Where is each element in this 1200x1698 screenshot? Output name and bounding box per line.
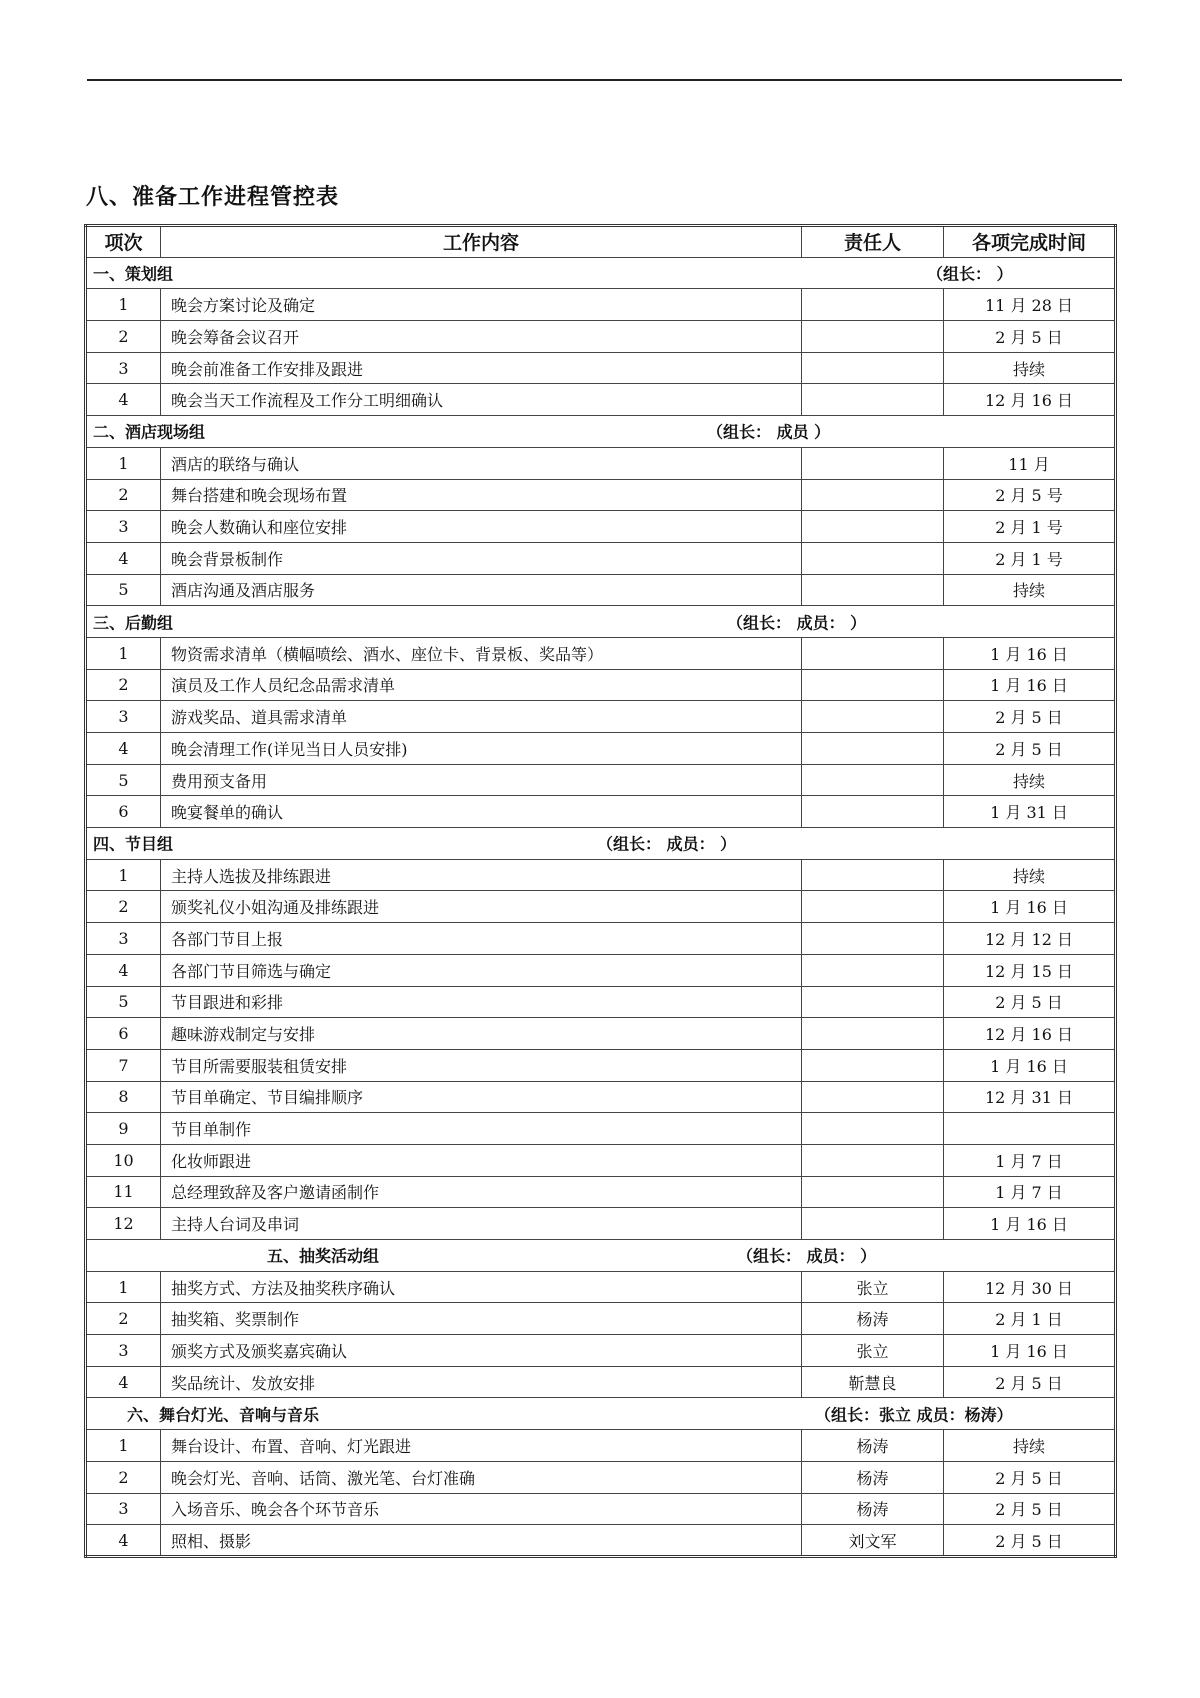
group-members: （组长： 成员： ）: [737, 1246, 877, 1266]
task-content: 抽奖方式、方法及抽奖秩序确认: [161, 1271, 802, 1303]
table-row: [86, 733, 1116, 765]
completion-time: 1 月 31 日: [944, 796, 1116, 828]
item-number: 11: [86, 1176, 161, 1208]
task-content: 各部门节目筛选与确定: [161, 954, 802, 986]
item-number: 9: [86, 1113, 161, 1145]
completion-time: 2 月 1 日: [944, 1303, 1116, 1335]
item-number: 2: [86, 321, 161, 353]
responsible-person: [802, 986, 944, 1018]
completion-time: 2 月 1 号: [944, 542, 1116, 574]
item-number: 3: [86, 352, 161, 384]
task-content: 入场音乐、晚会各个环节音乐: [161, 1493, 802, 1525]
group-name: 一、策划组: [93, 264, 174, 284]
task-content: 晚会筹备会议召开: [161, 321, 802, 353]
responsible-person: [802, 669, 944, 701]
responsible-person: [802, 1176, 944, 1208]
table-row: [86, 574, 1116, 606]
table-header-row: [86, 226, 1116, 258]
item-number: 5: [86, 764, 161, 796]
table-row: [86, 384, 1116, 416]
table-row: [86, 637, 1116, 669]
task-content: 晚会前准备工作安排及跟进: [161, 352, 802, 384]
responsible-person: [802, 637, 944, 669]
item-number: 1: [86, 289, 161, 321]
table-row: [86, 1366, 1116, 1398]
table-row: [86, 1430, 1116, 1462]
item-number: 1: [86, 1271, 161, 1303]
task-content: 照相、摄影: [161, 1525, 802, 1557]
task-content: 总经理致辞及客户邀请函制作: [161, 1176, 802, 1208]
item-number: 6: [86, 796, 161, 828]
responsible-person: 刘文军: [802, 1525, 944, 1557]
group-members: （组长： 成员： ）: [727, 613, 867, 633]
group-header: [86, 1240, 1116, 1272]
task-content: 晚会当天工作流程及工作分工明细确认: [161, 384, 802, 416]
task-content: 物资需求清单（横幅喷绘、酒水、座位卡、背景板、奖品等）: [161, 637, 802, 669]
table-row: [86, 1144, 1116, 1176]
task-content: 晚会方案讨论及确定: [161, 289, 802, 321]
completion-time: [944, 1113, 1116, 1145]
completion-time: 2 月 1 号: [944, 511, 1116, 543]
header-owner: 责任人: [802, 226, 944, 258]
task-content: 舞台设计、布置、音响、灯光跟进: [161, 1430, 802, 1462]
group-name: 四、节目组: [93, 834, 174, 854]
table-row: [86, 1493, 1116, 1525]
responsible-person: [802, 796, 944, 828]
group-header: [86, 1398, 1116, 1430]
task-content: 晚会灯光、音响、话筒、激光笔、台灯准确: [161, 1461, 802, 1493]
item-number: 1: [86, 447, 161, 479]
item-number: 3: [86, 1493, 161, 1525]
responsible-person: [802, 289, 944, 321]
completion-time: 持续: [944, 352, 1116, 384]
item-number: 2: [86, 669, 161, 701]
responsible-person: [802, 1113, 944, 1145]
responsible-person: [802, 447, 944, 479]
completion-time: 2 月 5 日: [944, 986, 1116, 1018]
completion-time: 持续: [944, 1430, 1116, 1462]
item-number: 4: [86, 542, 161, 574]
responsible-person: 张立: [802, 1335, 944, 1367]
item-number: 7: [86, 1049, 161, 1081]
group-members: （组长： 成员 ）: [707, 422, 831, 442]
table-row: [86, 1335, 1116, 1367]
completion-time: 2 月 5 日: [944, 1461, 1116, 1493]
table-row: [86, 447, 1116, 479]
responsible-person: [802, 1144, 944, 1176]
completion-time: 2 月 5 号: [944, 479, 1116, 511]
item-number: 10: [86, 1144, 161, 1176]
responsible-person: [802, 352, 944, 384]
group-name: 三、后勤组: [93, 613, 174, 633]
responsible-person: [802, 1018, 944, 1050]
table-row: [86, 1113, 1116, 1145]
item-number: 5: [86, 986, 161, 1018]
task-content: 节目单制作: [161, 1113, 802, 1145]
task-content: 各部门节目上报: [161, 923, 802, 955]
item-number: 3: [86, 1335, 161, 1367]
item-number: 4: [86, 733, 161, 765]
item-number: 8: [86, 1081, 161, 1113]
responsible-person: [802, 1049, 944, 1081]
table-row: [86, 891, 1116, 923]
task-content: 晚会人数确认和座位安排: [161, 511, 802, 543]
task-content: 节目单确定、节目编排顺序: [161, 1081, 802, 1113]
responsible-person: 杨涛: [802, 1493, 944, 1525]
item-number: 3: [86, 511, 161, 543]
item-number: 2: [86, 1461, 161, 1493]
item-number: 1: [86, 859, 161, 891]
completion-time: 1 月 16 日: [944, 1335, 1116, 1367]
completion-time: 2 月 5 日: [944, 321, 1116, 353]
table-row: [86, 954, 1116, 986]
task-content: 颁奖方式及颁奖嘉宾确认: [161, 1335, 802, 1367]
table-row: [86, 1049, 1116, 1081]
group-name: 六、舞台灯光、音响与音乐: [127, 1405, 320, 1425]
task-content: 酒店的联络与确认: [161, 447, 802, 479]
table-row: [86, 701, 1116, 733]
completion-time: 1 月 16 日: [944, 669, 1116, 701]
task-content: 奖品统计、发放安排: [161, 1366, 802, 1398]
group-members: （组长： ）: [927, 264, 1013, 284]
completion-time: 12 月 12 日: [944, 923, 1116, 955]
completion-time: 1 月 7 日: [944, 1176, 1116, 1208]
completion-time: 12 月 15 日: [944, 954, 1116, 986]
group-header-row: [86, 1398, 1116, 1430]
completion-time: 持续: [944, 859, 1116, 891]
task-content: 颁奖礼仪小姐沟通及排练跟进: [161, 891, 802, 923]
table-row: [86, 1081, 1116, 1113]
header-rule: [87, 79, 1122, 81]
group-name: 二、酒店现场组: [93, 422, 206, 442]
responsible-person: 靳慧良: [802, 1366, 944, 1398]
responsible-person: [802, 764, 944, 796]
table-row: [86, 352, 1116, 384]
completion-time: 1 月 16 日: [944, 891, 1116, 923]
completion-time: 12 月 31 日: [944, 1081, 1116, 1113]
task-content: 趣味游戏制定与安排: [161, 1018, 802, 1050]
group-header: [86, 416, 1116, 448]
item-number: 4: [86, 1525, 161, 1557]
completion-time: 12 月 16 日: [944, 384, 1116, 416]
completion-time: 12 月 30 日: [944, 1271, 1116, 1303]
table-row: [86, 542, 1116, 574]
group-header-row: [86, 416, 1116, 448]
item-number: 4: [86, 384, 161, 416]
group-header: [86, 828, 1116, 860]
item-number: 4: [86, 954, 161, 986]
table-row: [86, 1271, 1116, 1303]
responsible-person: [802, 1081, 944, 1113]
completion-time: 1 月 16 日: [944, 1049, 1116, 1081]
completion-time: 2 月 5 日: [944, 733, 1116, 765]
group-header: [86, 606, 1116, 638]
item-number: 12: [86, 1208, 161, 1240]
group-header: [86, 257, 1116, 289]
table-row: [86, 289, 1116, 321]
item-number: 2: [86, 891, 161, 923]
responsible-person: [802, 384, 944, 416]
responsible-person: [802, 954, 944, 986]
page-title: 八、准备工作进程管控表: [86, 184, 340, 210]
completion-time: 12 月 16 日: [944, 1018, 1116, 1050]
table-row: [86, 796, 1116, 828]
table-row: [86, 1303, 1116, 1335]
responsible-person: [802, 701, 944, 733]
completion-time: 持续: [944, 764, 1116, 796]
table-row: [86, 986, 1116, 1018]
completion-time: 2 月 5 日: [944, 1366, 1116, 1398]
completion-time: 11 月: [944, 447, 1116, 479]
task-content: 化妆师跟进: [161, 1144, 802, 1176]
table-row: [86, 1461, 1116, 1493]
table-row: [86, 1208, 1116, 1240]
table-row: [86, 511, 1116, 543]
group-header-row: [86, 1240, 1116, 1272]
task-content: 节目跟进和彩排: [161, 986, 802, 1018]
completion-time: 2 月 5 日: [944, 1493, 1116, 1525]
group-header-row: [86, 606, 1116, 638]
item-number: 5: [86, 574, 161, 606]
item-number: 6: [86, 1018, 161, 1050]
header-item-no: 项次: [86, 226, 161, 258]
responsible-person: [802, 479, 944, 511]
group-members: （组长：张立 成员：杨涛）: [815, 1405, 1013, 1425]
table-row: [86, 1525, 1116, 1557]
task-content: 费用预支备用: [161, 764, 802, 796]
responsible-person: [802, 891, 944, 923]
completion-time: 11 月 28 日: [944, 289, 1116, 321]
task-content: 晚会清理工作(详见当日人员安排): [161, 733, 802, 765]
task-content: 酒店沟通及酒店服务: [161, 574, 802, 606]
responsible-person: [802, 321, 944, 353]
table-row: [86, 321, 1116, 353]
table-row: [86, 923, 1116, 955]
table-row: [86, 859, 1116, 891]
responsible-person: [802, 511, 944, 543]
responsible-person: 杨涛: [802, 1430, 944, 1462]
responsible-person: [802, 859, 944, 891]
item-number: 3: [86, 923, 161, 955]
progress-control-table: [84, 224, 1117, 1558]
responsible-person: 杨涛: [802, 1461, 944, 1493]
item-number: 2: [86, 479, 161, 511]
group-name: 五、抽奖活动组: [267, 1246, 380, 1266]
table-row: [86, 764, 1116, 796]
task-content: 游戏奖品、道具需求清单: [161, 701, 802, 733]
header-due: 各项完成时间: [944, 226, 1116, 258]
table-row: [86, 479, 1116, 511]
completion-time: 1 月 16 日: [944, 637, 1116, 669]
responsible-person: [802, 1208, 944, 1240]
task-content: 演员及工作人员纪念品需求清单: [161, 669, 802, 701]
responsible-person: [802, 574, 944, 606]
item-number: 1: [86, 637, 161, 669]
responsible-person: [802, 923, 944, 955]
responsible-person: 张立: [802, 1271, 944, 1303]
header-task: 工作内容: [161, 226, 802, 258]
completion-time: 1 月 7 日: [944, 1144, 1116, 1176]
task-content: 主持人选拔及排练跟进: [161, 859, 802, 891]
responsible-person: [802, 542, 944, 574]
completion-time: 2 月 5 日: [944, 701, 1116, 733]
item-number: 1: [86, 1430, 161, 1462]
task-content: 抽奖箱、奖票制作: [161, 1303, 802, 1335]
task-content: 节目所需要服装租赁安排: [161, 1049, 802, 1081]
task-content: 舞台搭建和晚会现场布置: [161, 479, 802, 511]
completion-time: 2 月 5 日: [944, 1525, 1116, 1557]
responsible-person: 杨涛: [802, 1303, 944, 1335]
table-row: [86, 1018, 1116, 1050]
item-number: 3: [86, 701, 161, 733]
table-row: [86, 1176, 1116, 1208]
group-header-row: [86, 257, 1116, 289]
group-members: （组长： 成员： ）: [597, 834, 737, 854]
task-content: 晚会背景板制作: [161, 542, 802, 574]
completion-time: 1 月 16 日: [944, 1208, 1116, 1240]
item-number: 2: [86, 1303, 161, 1335]
table-row: [86, 669, 1116, 701]
completion-time: 持续: [944, 574, 1116, 606]
task-content: 晚宴餐单的确认: [161, 796, 802, 828]
responsible-person: [802, 733, 944, 765]
task-content: 主持人台词及串词: [161, 1208, 802, 1240]
item-number: 4: [86, 1366, 161, 1398]
group-header-row: [86, 828, 1116, 860]
